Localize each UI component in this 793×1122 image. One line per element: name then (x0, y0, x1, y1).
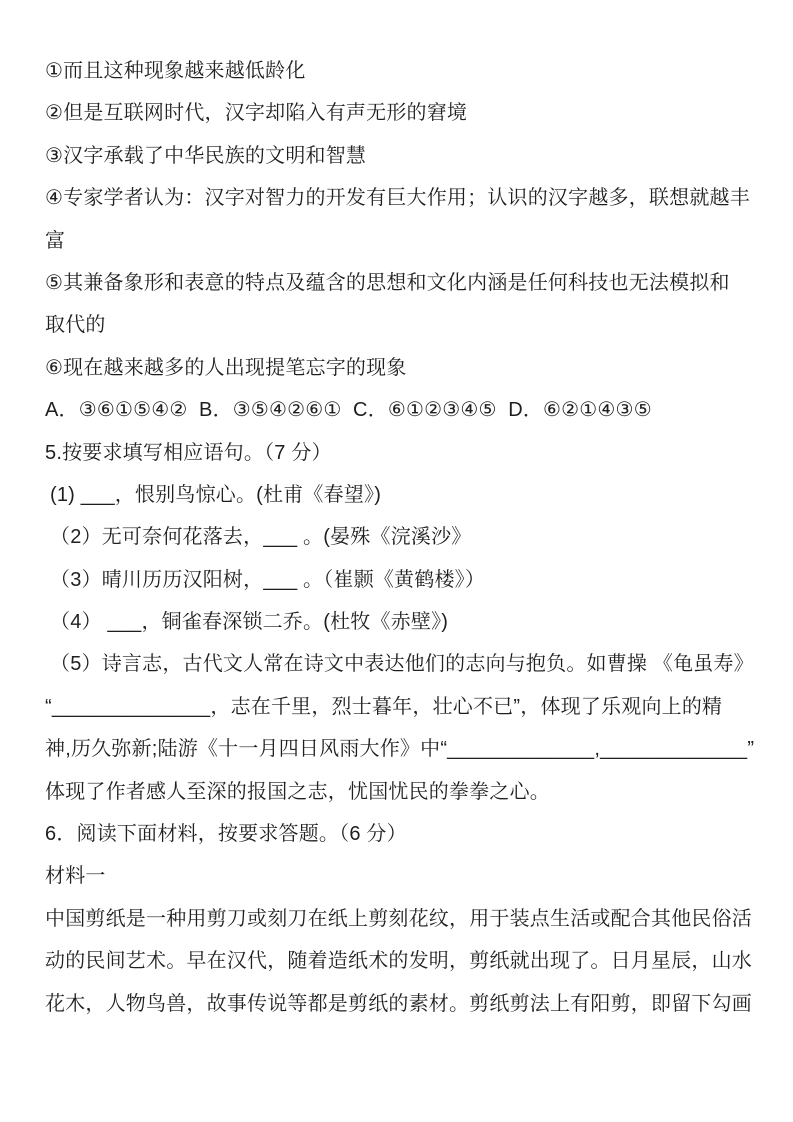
sentence-item-5: ⑤其兼备象形和表意的特点及蕴含的思想和文化内涵是任何科技也无法模拟和 (45, 271, 730, 294)
material-one-heading: 材料一 (45, 865, 106, 888)
sentence-item-3: ③汉字承载了中华民族的文明和智慧 (45, 144, 367, 167)
blank-item-1: (1) ___，恨别鸟惊心。(杜甫《春望》) (50, 483, 382, 506)
question-5-title: 5.按要求填写相应语句。（7 分） (45, 441, 332, 464)
material-paragraph-line-2: 动的民间艺术。早在汉代，随着造纸术的发明，剪纸就出现了。日月星辰，山水 (45, 950, 752, 973)
blank-item-5-line-4: 体现了作者感人至深的报国之志，忧国忧民的拳拳之心。 (45, 780, 550, 803)
sentence-item-1: ①而且这种现象越来越低龄化 (45, 60, 306, 82)
answer-options: A．③⑥①⑤④② B．③⑤④②⑥① C．⑥①②③④⑤ D．⑥②①④③⑤ (45, 399, 652, 422)
question-6-title: 6．阅读下面材料，按要求答题。（6 分） (45, 823, 407, 846)
material-paragraph-line-3: 花木，人物鸟兽，故事传说等都是剪纸的素材。剪纸剪法上有阳剪，即留下勾画 (45, 992, 752, 1015)
sentence-item-5-continued: 取代的 (45, 314, 106, 337)
sentence-item-2: ②但是互联网时代，汉字却陷入有声无形的窘境 (45, 102, 468, 125)
sentence-item-4-continued: 富 (45, 229, 66, 252)
blank-item-5-line-2: “______________，志在千里，烈士暮年，壮心不已”，体现了乐观向上的精 (45, 695, 723, 718)
blank-item-2: （2）无可奈何花落去，___ 。(晏殊《浣溪沙》 (50, 526, 472, 549)
sentence-item-4: ④专家学者认为：汉字对智力的开发有巨大作用；认识的汉字越多，联想就越丰 (45, 187, 750, 210)
blank-item-5: （5）诗言志，古代文人常在诗文中表达他们的志向与抱负。如曹操 《龟虽寿》 (50, 653, 754, 676)
material-paragraph-line-1: 中国剪纸是一种用剪刀或刻刀在纸上剪刻花纹，用于装点生活或配合其他民俗活 (45, 907, 752, 930)
blank-item-3: （3）晴川历历汉阳树，___ 。（崔颢《黄鹤楼》） (50, 568, 486, 591)
sentence-item-6: ⑥现在越来越多的人出现提笔忘字的现象 (45, 356, 407, 379)
blank-item-5-line-3: 神,历久弥新;陆游《十一月四日风雨大作》中“_____________,_____________” (45, 738, 755, 761)
blank-item-4: （4） ___，铜雀春深锁二乔。(杜牧《赤壁》) (50, 611, 449, 634)
